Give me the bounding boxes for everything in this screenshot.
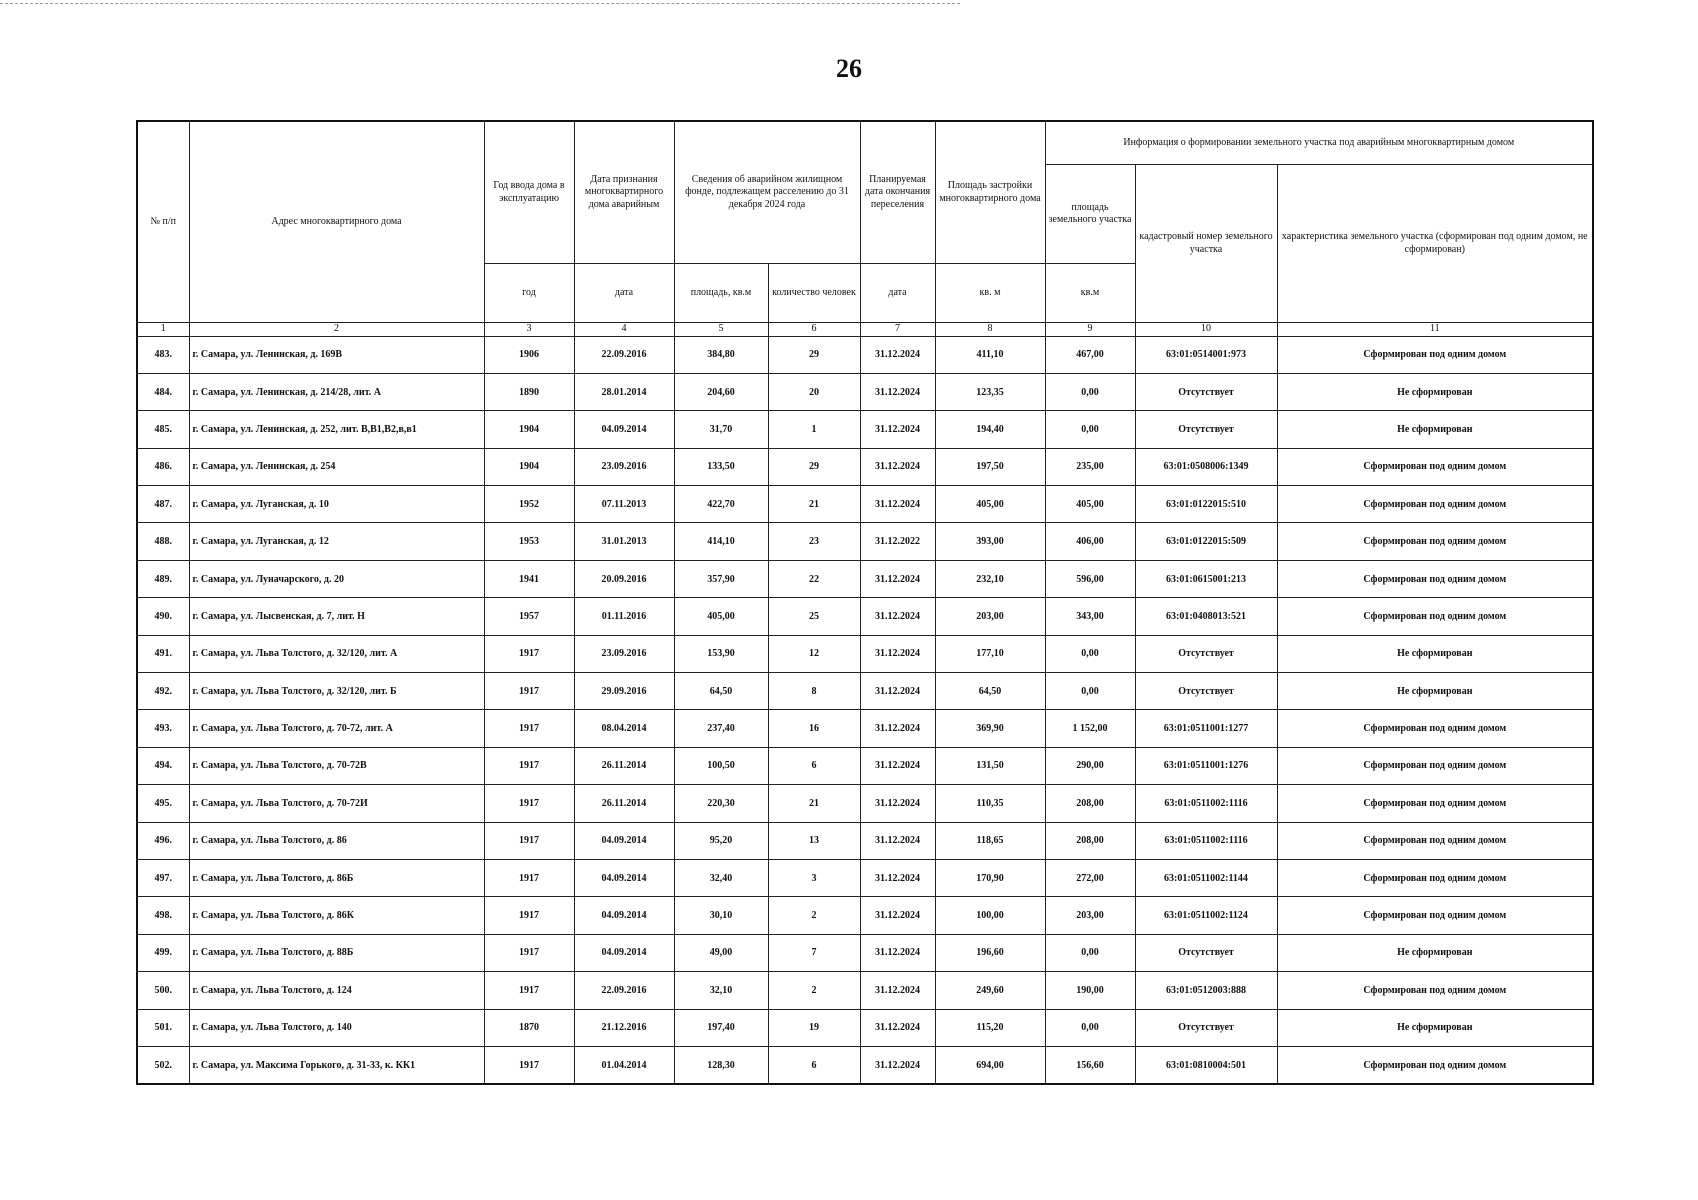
- row-number: 490.: [137, 598, 189, 635]
- address-cell: г. Самара, ул. Луганская, д. 10: [189, 486, 484, 523]
- planned-date-cell: 31.12.2024: [860, 785, 935, 822]
- people-cell: 7: [768, 934, 860, 971]
- fund-area-cell: 357,90: [674, 560, 768, 597]
- fund-area-cell: 100,50: [674, 747, 768, 784]
- cadastral-cell: 63:01:0122015:510: [1135, 486, 1277, 523]
- cadastral-cell: 63:01:0810004:501: [1135, 1046, 1277, 1084]
- recognition-date-cell: 22.09.2016: [574, 336, 674, 373]
- land-area-cell: 190,00: [1045, 972, 1135, 1009]
- planned-date-cell: 31.12.2024: [860, 934, 935, 971]
- column-number: 10: [1135, 323, 1277, 337]
- recognition-date-cell: 21.12.2016: [574, 1009, 674, 1046]
- row-number: 498.: [137, 897, 189, 934]
- table-body: [137, 336, 1593, 1084]
- year-cell: 1904: [484, 448, 574, 485]
- fund-area-cell: 153,90: [674, 635, 768, 672]
- planned-date-cell: 31.12.2024: [860, 710, 935, 747]
- recognition-date-cell: 31.01.2013: [574, 523, 674, 560]
- cadastral-cell: 63:01:0511002:1144: [1135, 859, 1277, 896]
- built-area-cell: 123,35: [935, 373, 1045, 410]
- table-row: [137, 972, 1593, 1009]
- year-cell: 1917: [484, 897, 574, 934]
- land-status-cell: Сформирован под одним домом: [1277, 747, 1593, 784]
- unit-people: количество человек: [768, 264, 860, 323]
- recognition-date-cell: 22.09.2016: [574, 972, 674, 1009]
- table-row: [137, 785, 1593, 822]
- built-area-cell: 405,00: [935, 486, 1045, 523]
- built-area-cell: 694,00: [935, 1046, 1045, 1084]
- cadastral-cell: 63:01:0122015:509: [1135, 523, 1277, 560]
- cadastral-cell: 63:01:0508006:1349: [1135, 448, 1277, 485]
- header-built-area: Площадь застройки многоквартирного дома: [935, 121, 1045, 264]
- cadastral-cell: Отсутствует: [1135, 635, 1277, 672]
- cadastral-cell: 63:01:0511001:1276: [1135, 747, 1277, 784]
- land-area-cell: 467,00: [1045, 336, 1135, 373]
- year-cell: 1917: [484, 1046, 574, 1084]
- header-land-characteristic: характеристика земельного участка (сформирован под одним домом, не сформирован): [1277, 165, 1593, 323]
- land-status-cell: Сформирован под одним домом: [1277, 972, 1593, 1009]
- land-status-cell: Не сформирован: [1277, 411, 1593, 448]
- address-cell: г. Самара, ул. Льва Толстого, д. 32/120, лит. А: [189, 635, 484, 672]
- land-area-cell: 0,00: [1045, 934, 1135, 971]
- land-status-cell: Сформирован под одним домом: [1277, 598, 1593, 635]
- built-area-cell: 100,00: [935, 897, 1045, 934]
- people-cell: 16: [768, 710, 860, 747]
- address-cell: г. Самара, ул. Ленинская, д. 252, лит. В,В1,В2,в,в1: [189, 411, 484, 448]
- people-cell: 23: [768, 523, 860, 560]
- fund-area-cell: 64,50: [674, 673, 768, 710]
- table-row: [137, 934, 1593, 971]
- recognition-date-cell: 28.01.2014: [574, 373, 674, 410]
- people-cell: 25: [768, 598, 860, 635]
- fund-area-cell: 197,40: [674, 1009, 768, 1046]
- land-area-cell: 343,00: [1045, 598, 1135, 635]
- people-cell: 2: [768, 972, 860, 1009]
- recognition-date-cell: 20.09.2016: [574, 560, 674, 597]
- land-area-cell: 0,00: [1045, 673, 1135, 710]
- land-area-cell: 406,00: [1045, 523, 1135, 560]
- row-number: 494.: [137, 747, 189, 784]
- address-cell: г. Самара, ул. Ленинская, д. 214/28, лит. А: [189, 373, 484, 410]
- table-row: [137, 747, 1593, 784]
- land-area-cell: 208,00: [1045, 785, 1135, 822]
- cadastral-cell: 63:01:0615001:213: [1135, 560, 1277, 597]
- table-row: [137, 859, 1593, 896]
- built-area-cell: 194,40: [935, 411, 1045, 448]
- land-status-cell: Сформирован под одним домом: [1277, 710, 1593, 747]
- people-cell: 13: [768, 822, 860, 859]
- column-number: 1: [137, 323, 189, 337]
- fund-area-cell: 30,10: [674, 897, 768, 934]
- year-cell: 1957: [484, 598, 574, 635]
- fund-area-cell: 237,40: [674, 710, 768, 747]
- header-cadastral: кадастровый номер земельного участка: [1135, 165, 1277, 323]
- column-number-row: [137, 323, 1593, 337]
- land-area-cell: 235,00: [1045, 448, 1135, 485]
- people-cell: 8: [768, 673, 860, 710]
- row-number: 492.: [137, 673, 189, 710]
- land-status-cell: Не сформирован: [1277, 673, 1593, 710]
- address-cell: г. Самара, ул. Льва Толстого, д. 32/120, лит. Б: [189, 673, 484, 710]
- address-cell: г. Самара, ул. Льва Толстого, д. 124: [189, 972, 484, 1009]
- land-status-cell: Сформирован под одним домом: [1277, 785, 1593, 822]
- header-fund: Сведения об аварийном жилищном фонде, подлежащем расселению до 31 декабря 2024 года: [674, 121, 860, 264]
- address-cell: г. Самара, ул. Луначарского, д. 20: [189, 560, 484, 597]
- page-number: 26: [836, 54, 862, 83]
- row-number: 485.: [137, 411, 189, 448]
- land-status-cell: Сформирован под одним домом: [1277, 859, 1593, 896]
- cadastral-cell: Отсутствует: [1135, 673, 1277, 710]
- cadastral-cell: Отсутствует: [1135, 373, 1277, 410]
- column-number: 2: [189, 323, 484, 337]
- row-number: 497.: [137, 859, 189, 896]
- row-number: 486.: [137, 448, 189, 485]
- table-row: [137, 1009, 1593, 1046]
- unit-land: кв.м: [1045, 264, 1135, 323]
- row-number: 483.: [137, 336, 189, 373]
- planned-date-cell: 31.12.2024: [860, 822, 935, 859]
- year-cell: 1917: [484, 747, 574, 784]
- header-land-area: площадь земельного участка: [1045, 165, 1135, 264]
- column-number: 9: [1045, 323, 1135, 337]
- people-cell: 20: [768, 373, 860, 410]
- planned-date-cell: 31.12.2024: [860, 635, 935, 672]
- land-status-cell: Не сформирован: [1277, 1009, 1593, 1046]
- year-cell: 1917: [484, 673, 574, 710]
- table-row: [137, 373, 1593, 410]
- column-number: 7: [860, 323, 935, 337]
- year-cell: 1904: [484, 411, 574, 448]
- row-number: 488.: [137, 523, 189, 560]
- table-row: [137, 523, 1593, 560]
- planned-date-cell: 31.12.2024: [860, 859, 935, 896]
- land-area-cell: 203,00: [1045, 897, 1135, 934]
- year-cell: 1917: [484, 822, 574, 859]
- planned-date-cell: 31.12.2024: [860, 411, 935, 448]
- built-area-cell: 64,50: [935, 673, 1045, 710]
- row-number: 487.: [137, 486, 189, 523]
- land-status-cell: Сформирован под одним домом: [1277, 822, 1593, 859]
- year-cell: 1952: [484, 486, 574, 523]
- land-status-cell: Сформирован под одним домом: [1277, 897, 1593, 934]
- unit-date: дата: [574, 264, 674, 323]
- people-cell: 1: [768, 411, 860, 448]
- row-number: 489.: [137, 560, 189, 597]
- cadastral-cell: 63:01:0511002:1116: [1135, 785, 1277, 822]
- planned-date-cell: 31.12.2024: [860, 486, 935, 523]
- address-cell: г. Самара, ул. Луганская, д. 12: [189, 523, 484, 560]
- planned-date-cell: 31.12.2024: [860, 897, 935, 934]
- recognition-date-cell: 04.09.2014: [574, 859, 674, 896]
- address-cell: г. Самара, ул. Льва Толстого, д. 140: [189, 1009, 484, 1046]
- row-number: 495.: [137, 785, 189, 822]
- recognition-date-cell: 04.09.2014: [574, 897, 674, 934]
- planned-date-cell: 31.12.2024: [860, 560, 935, 597]
- built-area-cell: 118,65: [935, 822, 1045, 859]
- land-area-cell: 156,60: [1045, 1046, 1135, 1084]
- people-cell: 19: [768, 1009, 860, 1046]
- cadastral-cell: 63:01:0512003:888: [1135, 972, 1277, 1009]
- planned-date-cell: 31.12.2024: [860, 1009, 935, 1046]
- table-row: [137, 598, 1593, 635]
- year-cell: 1917: [484, 972, 574, 1009]
- built-area-cell: 232,10: [935, 560, 1045, 597]
- unit-built: кв. м: [935, 264, 1045, 323]
- land-status-cell: Не сформирован: [1277, 635, 1593, 672]
- people-cell: 6: [768, 747, 860, 784]
- row-number: 484.: [137, 373, 189, 410]
- table-row: [137, 448, 1593, 485]
- people-cell: 29: [768, 336, 860, 373]
- built-area-cell: 393,00: [935, 523, 1045, 560]
- fund-area-cell: 414,10: [674, 523, 768, 560]
- land-status-cell: Сформирован под одним домом: [1277, 523, 1593, 560]
- people-cell: 6: [768, 1046, 860, 1084]
- header-num: № п/п: [137, 121, 189, 323]
- year-cell: 1917: [484, 785, 574, 822]
- address-cell: г. Самара, ул. Льва Толстого, д. 86К: [189, 897, 484, 934]
- row-number: 493.: [137, 710, 189, 747]
- column-number: 5: [674, 323, 768, 337]
- row-number: 491.: [137, 635, 189, 672]
- column-number: 3: [484, 323, 574, 337]
- header-planned-date: Планируемая дата окончания переселения: [860, 121, 935, 264]
- address-cell: г. Самара, ул. Льва Толстого, д. 70-72И: [189, 785, 484, 822]
- recognition-date-cell: 29.09.2016: [574, 673, 674, 710]
- recognition-date-cell: 04.09.2014: [574, 934, 674, 971]
- land-status-cell: Сформирован под одним домом: [1277, 448, 1593, 485]
- table-row: [137, 560, 1593, 597]
- year-cell: 1941: [484, 560, 574, 597]
- land-status-cell: Не сформирован: [1277, 934, 1593, 971]
- people-cell: 2: [768, 897, 860, 934]
- land-status-cell: Сформирован под одним домом: [1277, 486, 1593, 523]
- built-area-cell: 203,00: [935, 598, 1045, 635]
- built-area-cell: 369,90: [935, 710, 1045, 747]
- table-row: [137, 673, 1593, 710]
- year-cell: 1890: [484, 373, 574, 410]
- people-cell: 29: [768, 448, 860, 485]
- emergency-housing-table: [136, 120, 1594, 1085]
- planned-date-cell: 31.12.2024: [860, 336, 935, 373]
- cadastral-cell: 63:01:0511002:1124: [1135, 897, 1277, 934]
- built-area-cell: 115,20: [935, 1009, 1045, 1046]
- year-cell: 1870: [484, 1009, 574, 1046]
- people-cell: 12: [768, 635, 860, 672]
- header-year: Год ввода дома в эксплуатацию: [484, 121, 574, 264]
- header-land-info: Информация о формировании земельного участка под аварийным многоквартирным домом: [1045, 121, 1593, 165]
- fund-area-cell: 422,70: [674, 486, 768, 523]
- land-area-cell: 1 152,00: [1045, 710, 1135, 747]
- recognition-date-cell: 04.09.2014: [574, 411, 674, 448]
- table-row: [137, 822, 1593, 859]
- built-area-cell: 197,50: [935, 448, 1045, 485]
- column-number: 4: [574, 323, 674, 337]
- land-status-cell: Сформирован под одним домом: [1277, 1046, 1593, 1084]
- cadastral-cell: Отсутствует: [1135, 934, 1277, 971]
- address-cell: г. Самара, ул. Ленинская, д. 254: [189, 448, 484, 485]
- land-area-cell: 405,00: [1045, 486, 1135, 523]
- people-cell: 3: [768, 859, 860, 896]
- year-cell: 1917: [484, 635, 574, 672]
- fund-area-cell: 128,30: [674, 1046, 768, 1084]
- people-cell: 22: [768, 560, 860, 597]
- header-address: Адрес многоквартирного дома: [189, 121, 484, 323]
- address-cell: г. Самара, ул. Ленинская, д. 169В: [189, 336, 484, 373]
- scan-artifact-line: [0, 3, 960, 4]
- recognition-date-cell: 04.09.2014: [574, 822, 674, 859]
- land-status-cell: Не сформирован: [1277, 373, 1593, 410]
- land-status-cell: Сформирован под одним домом: [1277, 336, 1593, 373]
- land-area-cell: 0,00: [1045, 373, 1135, 410]
- column-number: 11: [1277, 323, 1593, 337]
- cadastral-cell: Отсутствует: [1135, 411, 1277, 448]
- row-number: 501.: [137, 1009, 189, 1046]
- built-area-cell: 131,50: [935, 747, 1045, 784]
- planned-date-cell: 31.12.2024: [860, 598, 935, 635]
- recognition-date-cell: 23.09.2016: [574, 635, 674, 672]
- recognition-date-cell: 26.11.2014: [574, 747, 674, 784]
- land-area-cell: 596,00: [1045, 560, 1135, 597]
- planned-date-cell: 31.12.2024: [860, 673, 935, 710]
- row-number: 500.: [137, 972, 189, 1009]
- built-area-cell: 196,60: [935, 934, 1045, 971]
- cadastral-cell: 63:01:0408013:521: [1135, 598, 1277, 635]
- fund-area-cell: 220,30: [674, 785, 768, 822]
- built-area-cell: 170,90: [935, 859, 1045, 896]
- recognition-date-cell: 01.04.2014: [574, 1046, 674, 1084]
- table-row: [137, 336, 1593, 373]
- address-cell: г. Самара, ул. Льва Толстого, д. 88Б: [189, 934, 484, 971]
- recognition-date-cell: 23.09.2016: [574, 448, 674, 485]
- table-row: [137, 710, 1593, 747]
- planned-date-cell: 31.12.2022: [860, 523, 935, 560]
- table-row: [137, 635, 1593, 672]
- address-cell: г. Самара, ул. Льва Толстого, д. 70-72, лит. А: [189, 710, 484, 747]
- column-number: 8: [935, 323, 1045, 337]
- built-area-cell: 411,10: [935, 336, 1045, 373]
- built-area-cell: 177,10: [935, 635, 1045, 672]
- row-number: 496.: [137, 822, 189, 859]
- people-cell: 21: [768, 486, 860, 523]
- recognition-date-cell: 08.04.2014: [574, 710, 674, 747]
- year-cell: 1917: [484, 934, 574, 971]
- planned-date-cell: 31.12.2024: [860, 972, 935, 1009]
- address-cell: г. Самара, ул. Льва Толстого, д. 86: [189, 822, 484, 859]
- cadastral-cell: 63:01:0511002:1116: [1135, 822, 1277, 859]
- planned-date-cell: 31.12.2024: [860, 747, 935, 784]
- land-area-cell: 208,00: [1045, 822, 1135, 859]
- year-cell: 1917: [484, 859, 574, 896]
- fund-area-cell: 384,80: [674, 336, 768, 373]
- land-area-cell: 0,00: [1045, 411, 1135, 448]
- column-number: 6: [768, 323, 860, 337]
- fund-area-cell: 133,50: [674, 448, 768, 485]
- land-area-cell: 0,00: [1045, 635, 1135, 672]
- fund-area-cell: 32,10: [674, 972, 768, 1009]
- address-cell: г. Самара, ул. Максима Горького, д. 31-33, к. КК1: [189, 1046, 484, 1084]
- unit-planned: дата: [860, 264, 935, 323]
- year-cell: 1906: [484, 336, 574, 373]
- land-area-cell: 0,00: [1045, 1009, 1135, 1046]
- recognition-date-cell: 07.11.2013: [574, 486, 674, 523]
- table-row: [137, 411, 1593, 448]
- row-number: 502.: [137, 1046, 189, 1084]
- cadastral-cell: 63:01:0511001:1277: [1135, 710, 1277, 747]
- table-row: [137, 486, 1593, 523]
- planned-date-cell: 31.12.2024: [860, 373, 935, 410]
- table-row: [137, 1046, 1593, 1084]
- cadastral-cell: 63:01:0514001:973: [1135, 336, 1277, 373]
- land-area-cell: 290,00: [1045, 747, 1135, 784]
- address-cell: г. Самара, ул. Льва Толстого, д. 86Б: [189, 859, 484, 896]
- recognition-date-cell: 01.11.2016: [574, 598, 674, 635]
- fund-area-cell: 204,60: [674, 373, 768, 410]
- cadastral-cell: Отсутствует: [1135, 1009, 1277, 1046]
- header-recognition-date: Дата признания многоквартирного дома аварийным: [574, 121, 674, 264]
- address-cell: г. Самара, ул. Льва Толстого, д. 70-72В: [189, 747, 484, 784]
- recognition-date-cell: 26.11.2014: [574, 785, 674, 822]
- year-cell: 1953: [484, 523, 574, 560]
- planned-date-cell: 31.12.2024: [860, 448, 935, 485]
- table-row: [137, 897, 1593, 934]
- land-area-cell: 272,00: [1045, 859, 1135, 896]
- address-cell: г. Самара, ул. Лысвенская, д. 7, лит. Н: [189, 598, 484, 635]
- fund-area-cell: 31,70: [674, 411, 768, 448]
- land-status-cell: Сформирован под одним домом: [1277, 560, 1593, 597]
- year-cell: 1917: [484, 710, 574, 747]
- fund-area-cell: 49,00: [674, 934, 768, 971]
- people-cell: 21: [768, 785, 860, 822]
- planned-date-cell: 31.12.2024: [860, 1046, 935, 1084]
- built-area-cell: 249,60: [935, 972, 1045, 1009]
- unit-fund-area: площадь, кв.м: [674, 264, 768, 323]
- unit-year: год: [484, 264, 574, 323]
- row-number: 499.: [137, 934, 189, 971]
- built-area-cell: 110,35: [935, 785, 1045, 822]
- fund-area-cell: 405,00: [674, 598, 768, 635]
- fund-area-cell: 32,40: [674, 859, 768, 896]
- fund-area-cell: 95,20: [674, 822, 768, 859]
